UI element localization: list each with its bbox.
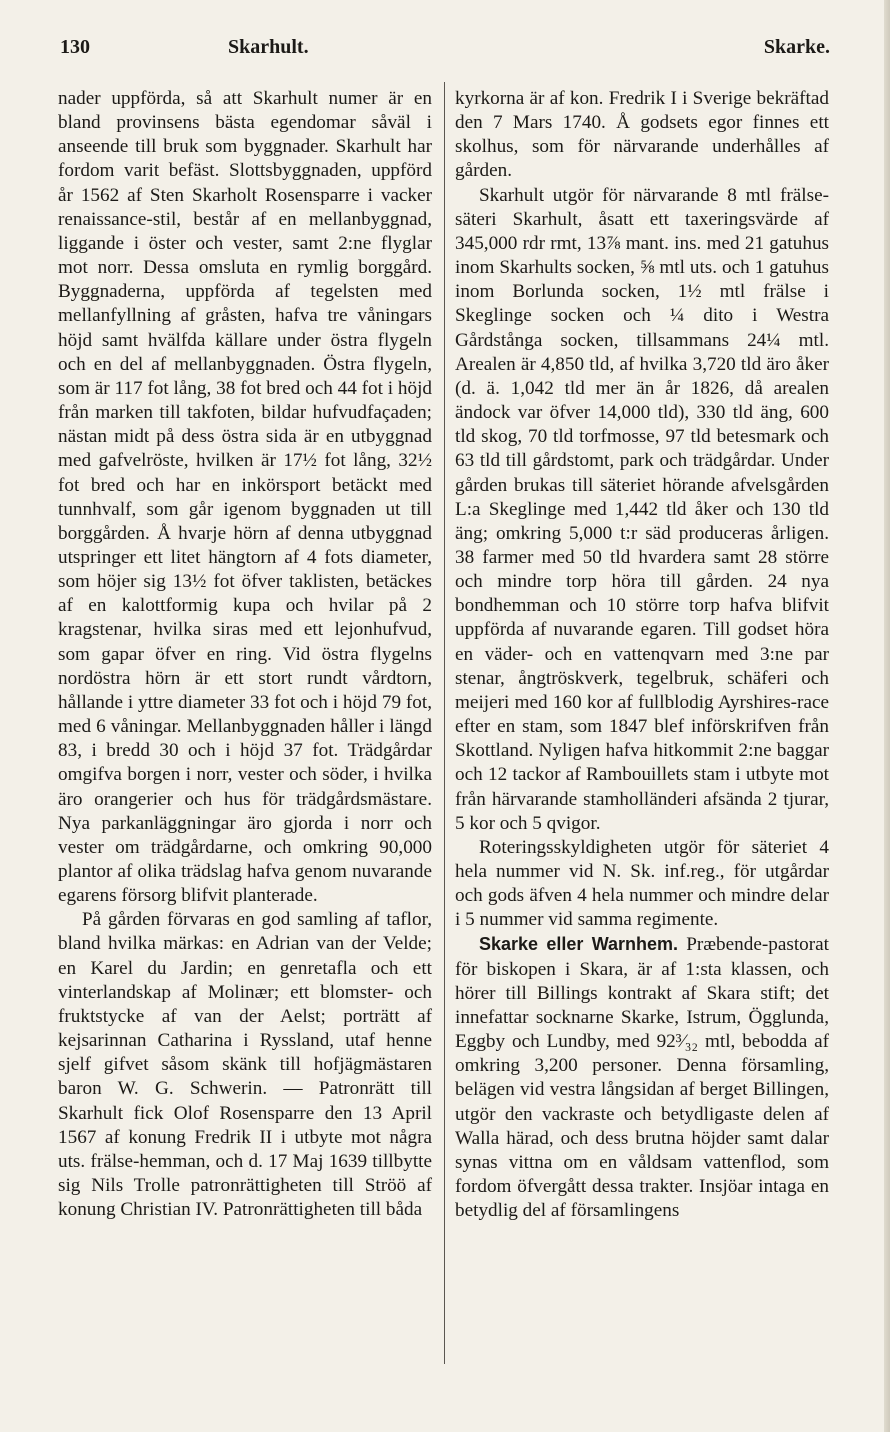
- right-paragraph-1: kyrkorna är af kon. Fredrik I i Sverige bekräftad den 7 Mars 1740. Å godsets egor finnes ett skolhus, som för närvarande underhålles af gården.: [455, 88, 829, 182]
- right-paragraph-4: [455, 932, 829, 1223]
- right-column: [455, 87, 829, 1223]
- left-paragraph-2: På gården förvaras en god samling af taflor, bland hvilka märkas: en Adrian van der Velde; en Karel du Jardin; en genretafla och ett vinterlandskap af Molinær; ett blomster- och fruktstycke af van der Aelst; porträtt af kejsarinnan Catharina i Ryssland, utaf henne sjelf gifvet såsom skänk till hofjägmästaren baron W. G. Schwerin. — Patronrätt till Skarhult fick Olof Rosensparre den 13 April 1567 af konung Fredrik II i utbyte mot några uts. frälse-hemman, och d. 17 Maj 1639 tillbytte sig Nils Trolle patronrättigheten till Ströö af konung Christian IV. Patronrättigheten till båda: [58, 909, 432, 1221]
- right-paragraph-3: Roteringsskyldigheten utgör för säteriet 4 hela nummer vid N. Sk. inf.reg., för utgårdar och gods äfven 4 hela nummer och mindre delar i 5 nummer vid samma regimente.: [455, 836, 829, 931]
- right-running-title: Skarke.: [763, 36, 830, 58]
- left-paragraph-1: nader uppförda, så att Skarhult numer är en bland provinsens bästa egendomar såväl i anseende till bruk som byggnader. Skarhult har fordom varit befäst. Slottsbyggnaden, uppförd år 1562 af Sten Skarholt Rosensparre i vacker renaissance-stil, består af en mellanbyggnad, liggande i öster och vester, samt 2:ne flyglar mot norr. Dessa omsluta en rymlig borggård. Byggnaderna, uppförda af tegelsten med mellanfyllning af gråsten, hafva tre våningars höjd samt hvälfda källare under östra flygeln och en del af mellanbyggnaden. Östra flygeln, som är 117 fot lång, 38 fot bred och 44 fot i höjd från marken till takfoten, bildar hufvudfaçaden; nästan midt på dess östra sida är en utbyggnad med gafvelröste, hvilken är 17½ fot lång, 32½ fot bred och har en inkörsport betäckt med tunnhvalf, som går igenom byggnaden ut till borggården. Å hvarje hörn af denna utbyggnad utspringer ett litet hängtorn af 4 fots diameter, som höjer sig 13½ fot öfver taklisten, betäckes af en kalottformig kupa och hvilar på 2 kragstenar, hvilka siras med ett lejonhufvud, som gapar öfver en ring. Vid östra flygelns nordöstra hörn är ett stort rundt vårdtorn, hållande i yttre diameter 33 fot och i höjd 79 fot, med 6 våningar. Mellanbyggnaden håller i längd 83, i bredd 30 och i höjd 37 fot. Trädgårdar omgifva borgen i norr, vester och söder, i hvilka äro orangerier och hus för trädgårdsmästare. Nya parkanläggningar äro gjorda i norr och vester om trädgårdarne, och omkring 90,000 plantor af olika trädslag hafva genom nuvarande egarens försorg blifvit planterade.: [58, 88, 432, 907]
- left-running-title: Skarhult.: [228, 36, 309, 58]
- right-paragraph-2: Skarhult utgör för närvarande 8 mtl frälse-säteri Skarhult, åsatt ett taxeringsvärde af 345,000 rdr rmt, 13⅞ mant. ins. med 21 gatuhus inom Skarhults socken, ⅝ mtl uts. och 1 gatuhus inom Borlunda socken, 1½ mtl frälse i Skeglinge socken och ¼ dito i Westra Gårdstånga socken, tillsammans 24¼ mtl. Arealen är 4,850 tld, af hvilka 3,720 tld äro åker (d. ä. 1,042 tld mer än år 1826, då arealen ändock var öfver 14,000 tld), 330 tld äng, 600 tld skog, 70 tld torfmosse, 97 tld betesmark och 63 tld till gårdstomt, park och trädgårdar. Under gården brukas till säteriet hörande afvelsgården L:a Skeglinge med 1,442 tld åker och 130 tld äng; omkring 5,000 t:r säd produceras årligen. 38 farmer med 50 tld hvardera samt 28 större och mindre torp höra till gården. 24 nya bondhemman och 10 större torp hafva blifvit uppförda af nuvarande egaren. Till godset höra en väder- och en vattenqvarn med 3:ne par stenar, ångtröskverk, tegelbruk, schäferi och meijeri med 160 kor af fullblodig Ayrshires-race efter en stam, som 1847 blef införskrifven från Skottland. Nyligen hafva hitkommit 2:ne baggar och 12 tackor af Rambouillets stam i utbyte mot från härvarande stamholländeri afsända 2 tjurar, 5 kor och 5 qvigor.: [455, 184, 829, 834]
- column-divider: [444, 82, 445, 1364]
- page-header: [60, 36, 830, 66]
- entry-body: Præbende-pastorat för biskopen i Skara, är af 1:sta klassen, och hörer till Billings kontrakt af Skara stift; det innefattar socknarne Skarke, Istrum, Ögglunda, Eggby och Lundby, med 92³⁄₃₂ mtl, bebodda af omkring 3,200 personer. Denna församling, belägen vid vestra långsidan af berget Billingen, utgör den vackraste och betydligaste delen af Walla härad, och dess brutna höjder samt dalar synas vittna om en våldsam vattenflod, som fordom öfvergått dessa trakter. Insjöar intaga en betydlig del af församlingens: [455, 934, 829, 1222]
- left-column: [58, 87, 432, 1222]
- entry-heading: Skarke eller Warnhem.: [479, 934, 679, 955]
- page-number: 130: [60, 36, 90, 58]
- page-edge: [884, 0, 890, 1432]
